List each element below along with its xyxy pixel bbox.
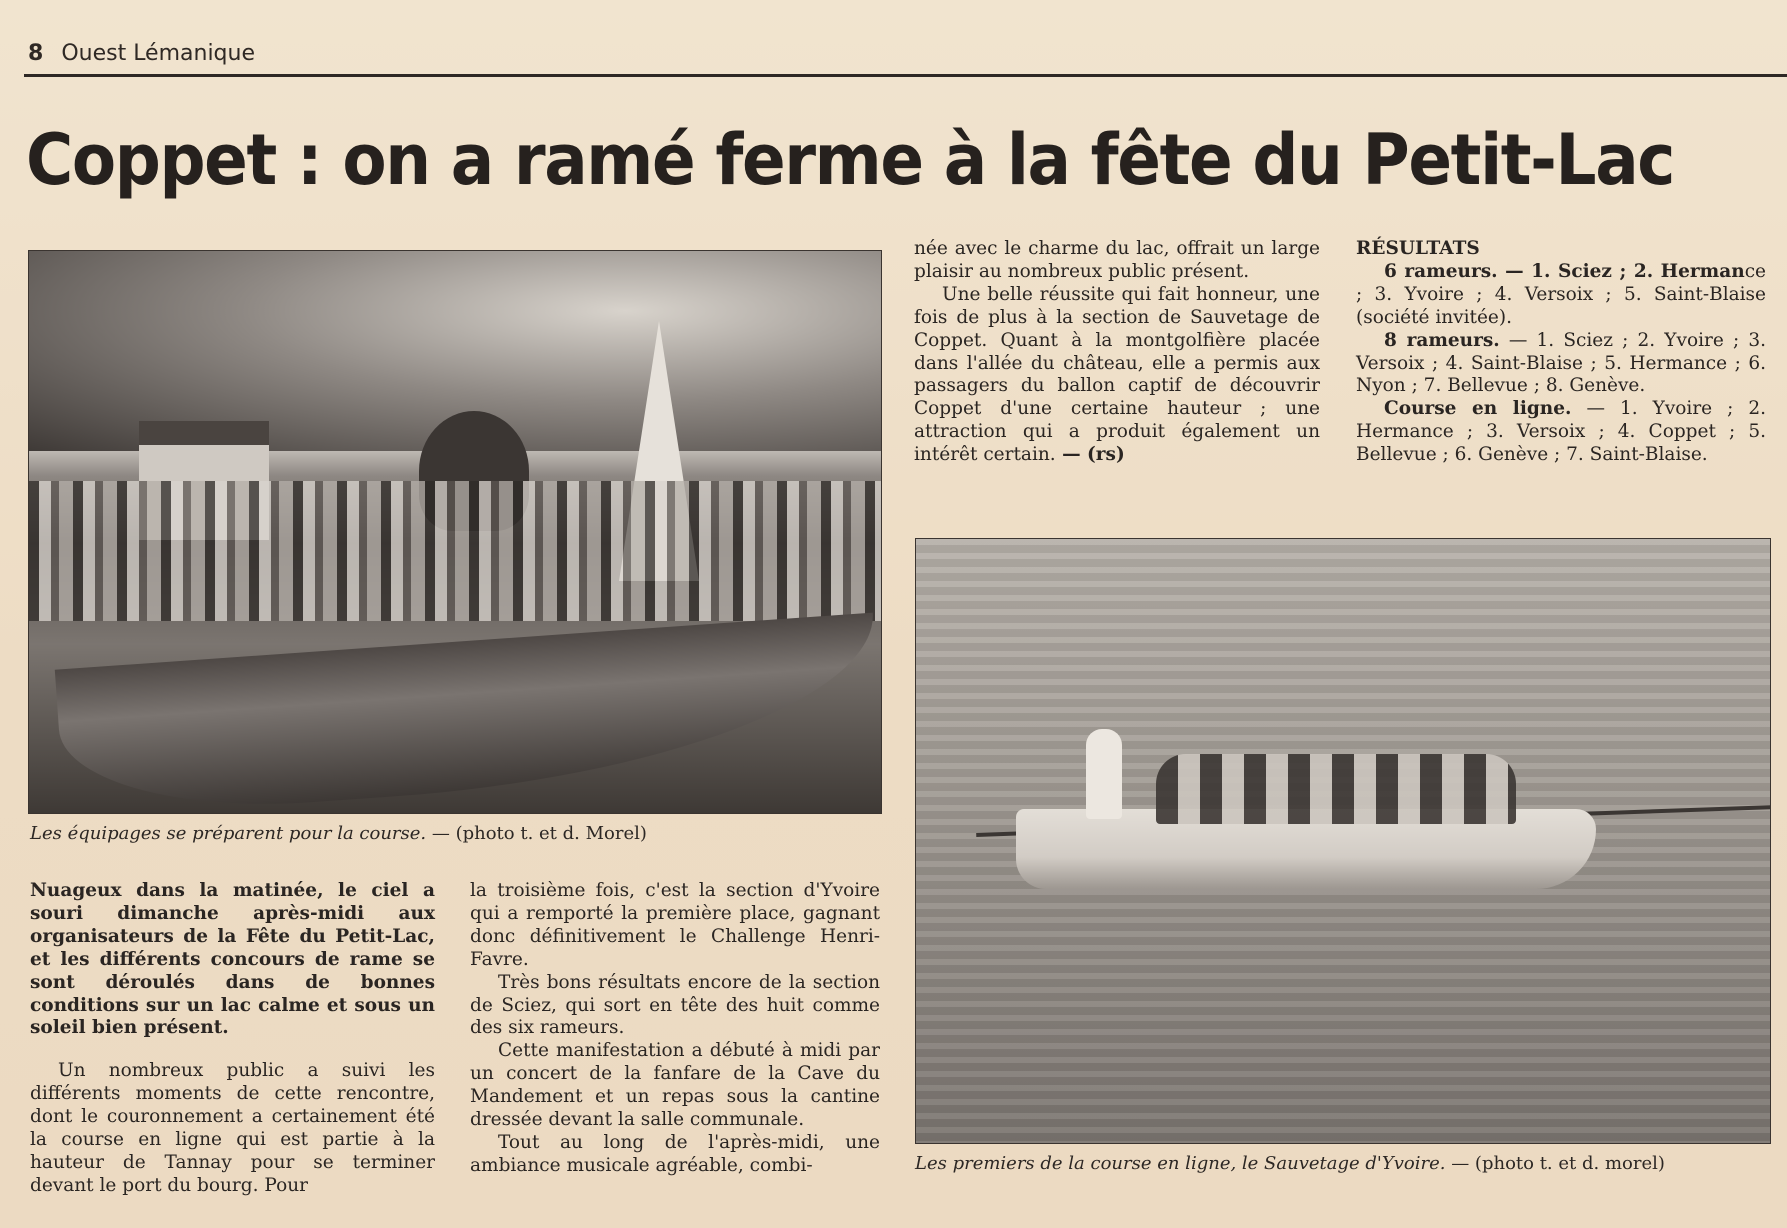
- results-eight-rest: — 1. Sciez ; 2. Yvoire ; 3. Versoix ; 4. Saint-Blaise ; 5. Hermance ; 6. Nyon ; 7. Bellevue ; 8. Genève.: [1356, 329, 1766, 397]
- photo-crews-preparing: [28, 250, 882, 814]
- headline: Coppet : on a ramé ferme à la fête du Petit-Lac: [26, 119, 1675, 201]
- photo2-caption-text: Les premiers de la course en ligne, le Sauvetage d'Yvoire.: [915, 1153, 1446, 1174]
- results-heading: RÉSULTATS: [1356, 238, 1480, 259]
- photo-rowing-boat: [55, 613, 882, 814]
- photo-rowers: [1156, 754, 1516, 824]
- page-number: 8: [28, 40, 44, 66]
- results-eight-label: 8 rameurs.: [1384, 329, 1500, 351]
- results-eight-rowers: [1356, 330, 1766, 399]
- results-line-label: Course en ligne.: [1384, 398, 1572, 420]
- article-paragraph: la troisième fois, c'est la section d'Yvoire qui a remporté la première place, gagnant donc définitivement le Challenge Henri-Favre.: [470, 880, 880, 970]
- article-paragraph-text: Une belle réussite qui fait honneur, une fois de plus à la section de Sauvetage de Coppet. Quant à la montgolfière placée dans l'allée du château, elle a permis aux passagers du ballon captif de découvrir Coppet d'une certaine hauteur ; une attraction qui a produit également un intérêt certain.: [914, 283, 1320, 466]
- article-signature: — (rs): [1055, 444, 1125, 466]
- photo1-caption: [30, 822, 890, 846]
- article-paragraph: Un nombreux public a suivi les différents moments de cette rencontre, dont le couronnement a certainement été la course en ligne qui est partie à la hauteur de Tannay pour se terminer devant le port du bourg. Pour: [30, 1060, 435, 1196]
- article-paragraph: Très bons résultats encore de la section de Sciez, qui sort en tête des huit comme des six rameurs.: [470, 971, 880, 1039]
- results-six-rowers: [1356, 261, 1766, 330]
- photo-yvoire-crew: [915, 538, 1771, 1144]
- article-column-1: [30, 880, 435, 1198]
- photo-coxswain: [1086, 729, 1122, 819]
- results-six-label: 6 rameurs. — 1. Sciez ; 2. Herman: [1384, 260, 1745, 282]
- article-lead: Nuageux dans la matinée, le ciel a souri dimanche après-midi aux organisateurs de la Fête du Petit-Lac, et les différents concours de rame se sont déroulés dans de bonnes conditions sur un lac calme et sous un soleil bien présent.: [30, 880, 435, 1039]
- article-column-3: [914, 238, 1320, 467]
- photo2-caption: [915, 1152, 1775, 1176]
- section-name: Ouest Lémanique: [61, 40, 256, 66]
- page-header: [28, 36, 255, 70]
- article-paragraph: [914, 284, 1320, 467]
- photo1-credit: — (photo t. et d. Morel): [426, 823, 647, 844]
- results-six-rest: ce ; 3. Yvoire ; 4. Versoix ; 5. Saint-Blaise (société invitée).: [1356, 260, 1766, 328]
- results-column: [1356, 238, 1766, 467]
- results-line-rest: — 1. Yvoire ; 2. Hermance ; 3. Versoix ; 4. Coppet ; 5. Bellevue ; 6. Genève ; 7. Saint-Blaise.: [1356, 398, 1767, 466]
- article-paragraph: Cette manifestation a débuté à midi par un concert de la fanfare de la Cave du Mandement et un repas sous la cantine dressée devant la salle communale.: [470, 1040, 880, 1131]
- photo1-caption-text: Les équipages se préparent pour la course.: [30, 823, 427, 844]
- article-paragraph: Tout au long de l'après-midi, une ambiance musicale agréable, combi-: [470, 1131, 880, 1176]
- article-column-2: [470, 880, 880, 1178]
- article-paragraph: née avec le charme du lac, offrait un large plaisir au nombreux public présent.: [914, 238, 1320, 282]
- photo2-credit: — (photo t. et d. morel): [1445, 1153, 1665, 1174]
- header-rule: [24, 74, 1787, 77]
- photo-crowd: [29, 481, 881, 621]
- results-course-en-ligne: [1356, 398, 1766, 467]
